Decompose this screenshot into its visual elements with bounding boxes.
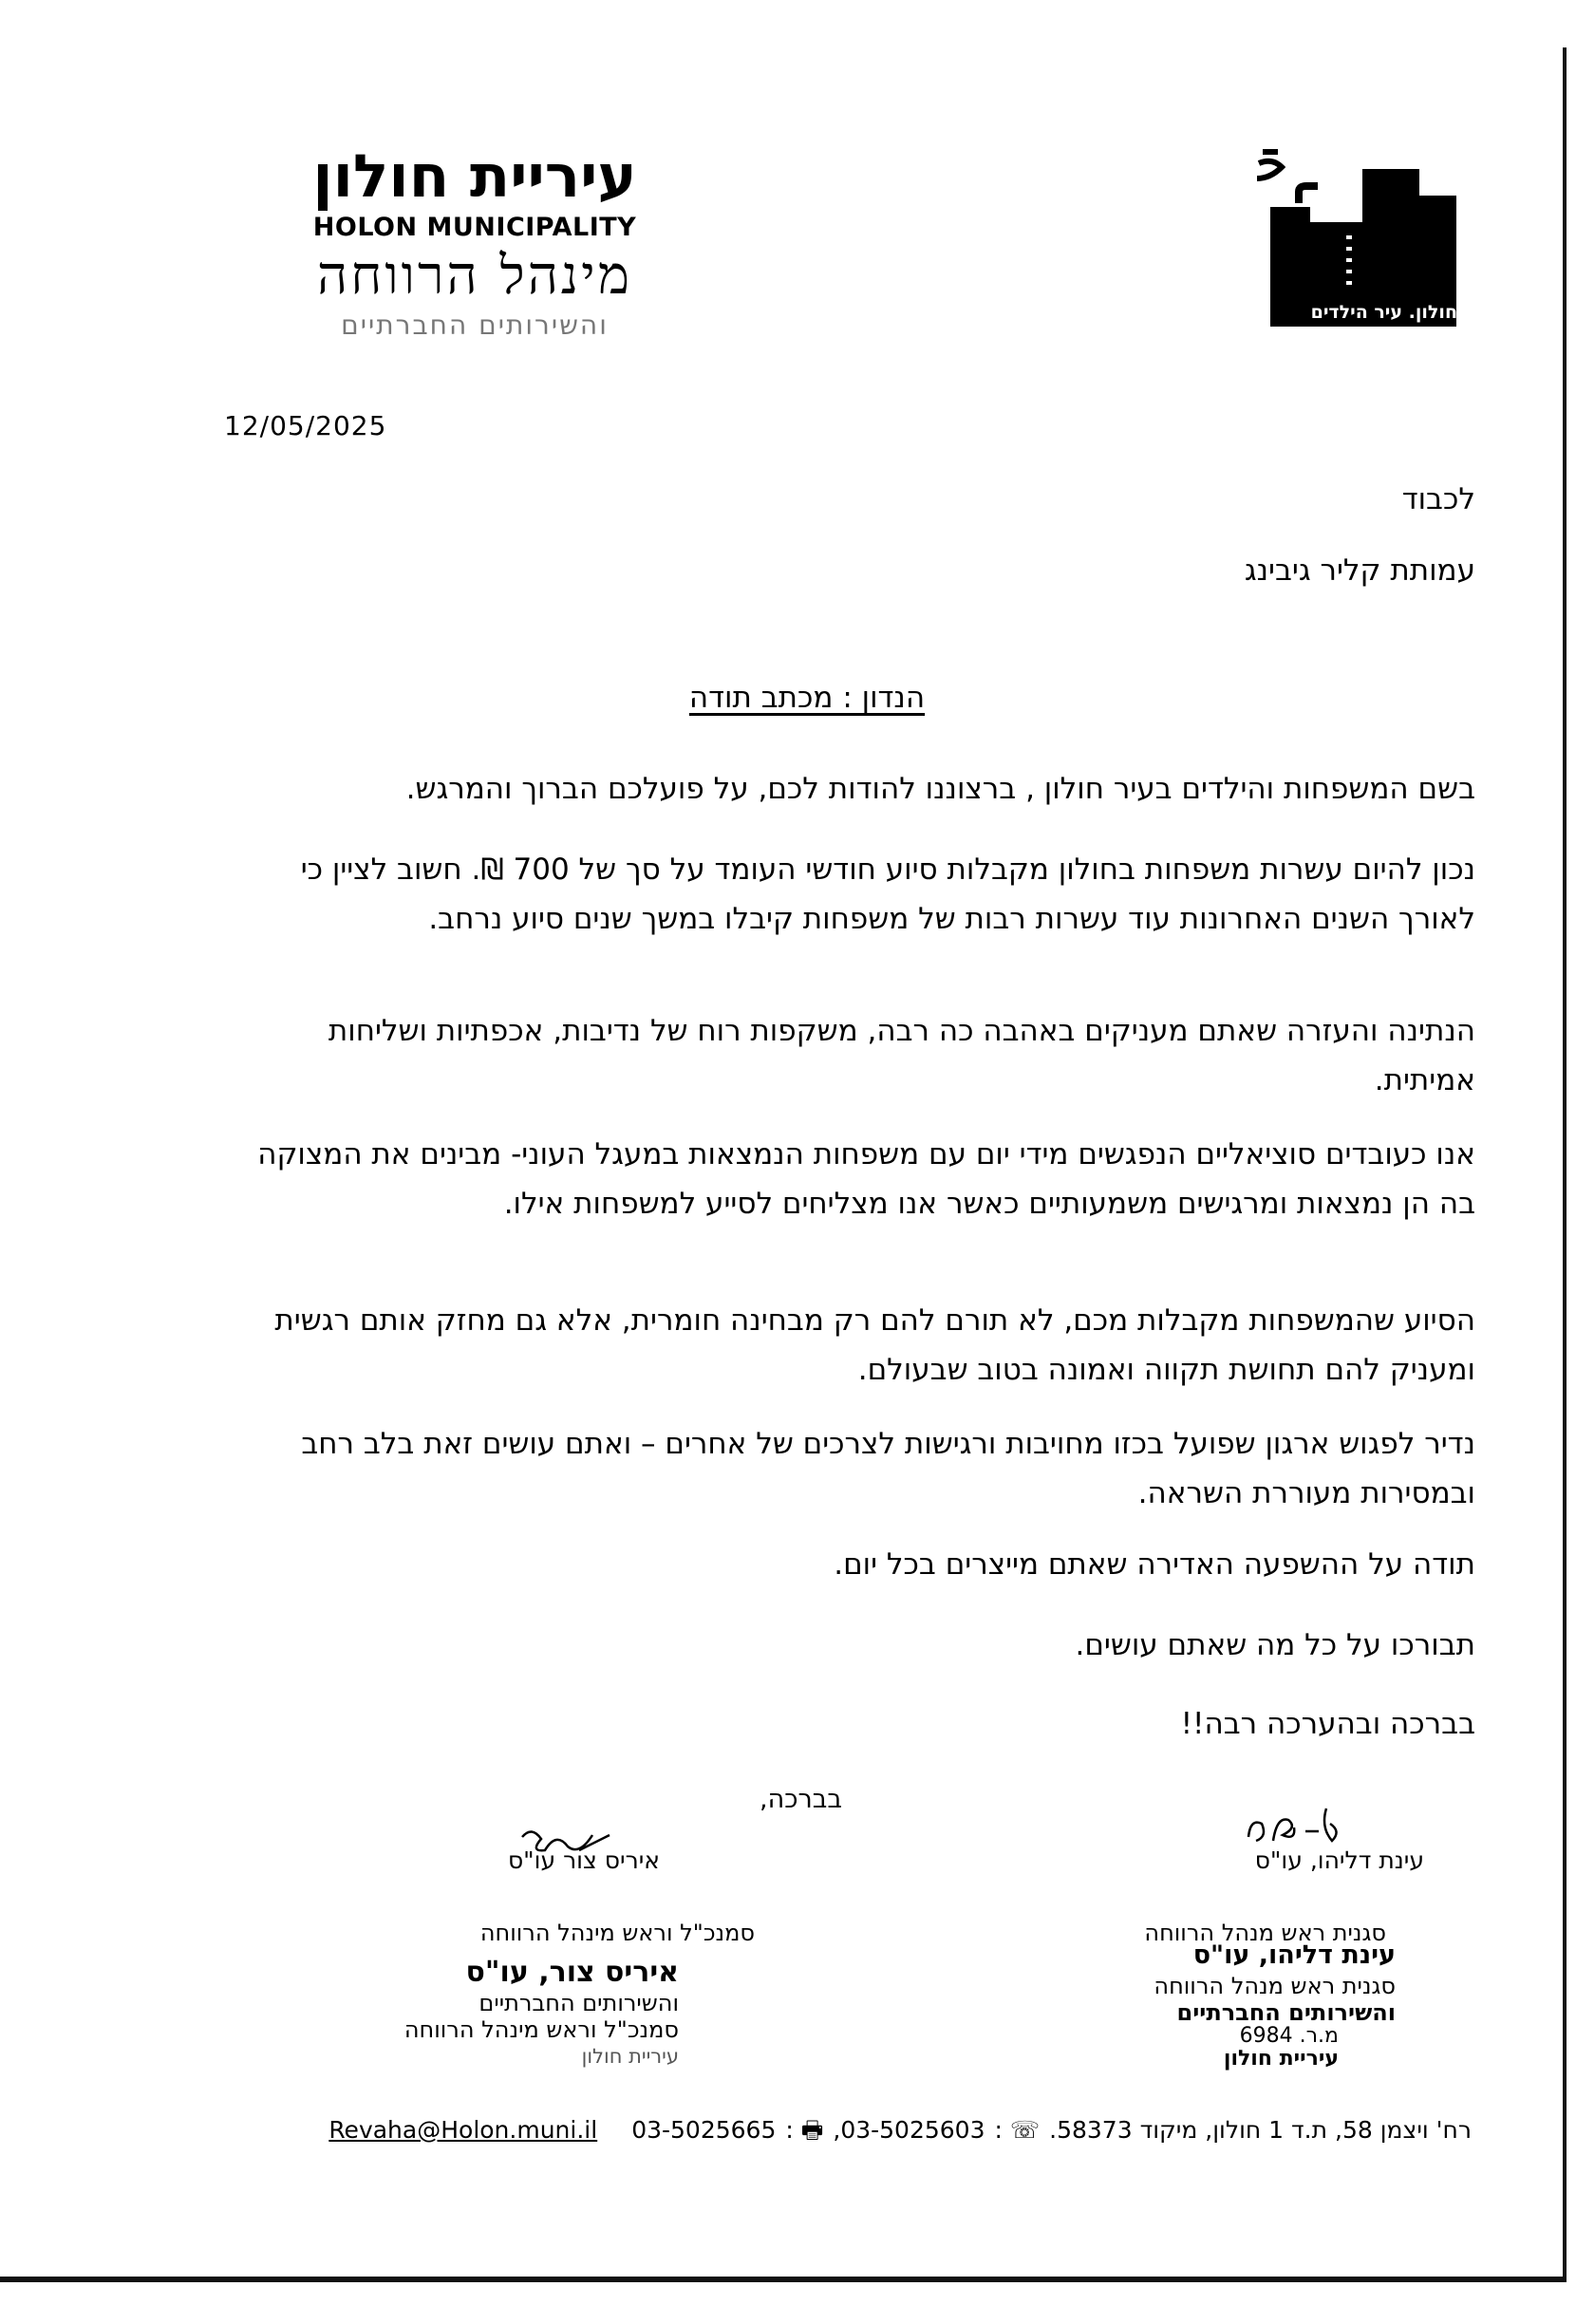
footer-address: רח' ויצמן 58, ת.ד 1 חולון, מיקוד 58373. [1049, 2116, 1472, 2144]
recipient-name: עמותת קליר גיבינג [1244, 553, 1475, 588]
stamp-left-city: עיריית חולון [581, 2045, 679, 2068]
body-paragraph: אנו כעובדים סוציאליים הנפגשים מידי יום עם משפחות הנמצאות במעגל העוני- מבינים את המצוקה בה הן נמצאות ומרגישים משמעותיים כאשר אנו מצליחים לסייע למשפחות אילו. [257, 1137, 1475, 1221]
body-paragraph: נכון להיום עשרות משפחות בחולון מקבלות סיוע חודשי העומד על סך של 700 ₪. חשוב לציין כי לאורך השנים האחרונות עוד עשרות רבות של משפחות קיבלו במשך שנים סיוע נרחב. [300, 853, 1475, 936]
letter-date: 12/05/2025 [224, 410, 387, 441]
footer-fax: 03-5025665 [631, 2116, 777, 2144]
stamp-left-department: והשירותים החברתיים [478, 1990, 679, 2016]
logo-caption: חולון. עיר הילדים [1310, 302, 1457, 323]
stamp-right-city: עיריית חולון [1223, 2047, 1339, 2071]
fax-icon: 🖶 : [785, 2116, 824, 2144]
letter-footer: רח' ויצמן 58, ת.ד 1 חולון, מיקוד 58373. ☏ : 03-5025603 , 🖶 : 03-5025665 Revaha@Holon.muni.il [328, 2112, 1472, 2153]
stamp-right-department: והשירותים החברתיים [1176, 1999, 1396, 2026]
signatory-left-name: איריס צור עו"ס [507, 1846, 660, 1874]
page-right-border [1563, 47, 1567, 2277]
signatory-left-title: סמנכ"ל וראש מינהל הרווחה [479, 1920, 755, 1946]
department-subtitle: והשירותים החברתיים [341, 309, 609, 341]
body-paragraph: הסיוע שהמשפחות מקבלות מכם, לא תורם להם רק מבחינה חומרית, אלא גם מחזק אותם רגשית ומעניק להם תחושת תקווה ואמונה בטוב שבעולם. [274, 1303, 1475, 1387]
stamp-right-name: עינת דליהו, עו"ס [1192, 1940, 1396, 1970]
letter-subject: הנדון : מכתב תודה [688, 681, 926, 715]
closing-greeting: בברכה, [760, 1785, 842, 1814]
footer-phone: 03-5025603 [840, 2116, 985, 2144]
body-paragraph: הנתינה והעזרה שאתם מעניקים באהבה כה רבה, משקפות רוח של נדיבות, אכפתיות ושליחות אמיתית. [328, 1014, 1475, 1097]
recipient-salutation: לכבוד [1401, 482, 1475, 516]
page-bottom-border [0, 2277, 1567, 2282]
body-paragraph: נדיר לפגוש ארגון שפועל בכזו מחויבות ורגישות לצרכים של אחרים – ואתם עושים זאת בלב רחב ובמסירות מעוררת השראה. [301, 1427, 1475, 1510]
signatory-right-name: עינת דליהו, עו"ס [1254, 1846, 1424, 1874]
footer-email-link[interactable]: Revaha@Holon.muni.il [328, 2116, 598, 2144]
body-paragraph: תודה על ההשפעה האדירה שאתם מייצרים בכל יום. [834, 1547, 1475, 1582]
body-paragraph: בשם המשפחות והילדים בעיר חולון , ברצוננו להודות לכם, על פועלכם הברוך והמרגש. [405, 772, 1475, 806]
body-paragraph: בברכה ובהערכה רבה!! [1180, 1707, 1475, 1741]
letterhead [285, 142, 665, 344]
phone-icon: ☏ : [994, 2116, 1041, 2144]
stamp-right-title: סגנית ראש מנהל הרווחה [1154, 1973, 1396, 1999]
municipality-name-english: HOLON MUNICIPALITY [312, 213, 637, 242]
signatory-right-title: סגנית ראש מנהל הרווחה [1144, 1920, 1386, 1946]
stamp-left-name: איריס צור, עו"ס [465, 1956, 679, 1989]
stamp-right-license: מ.ר. 6984 [1239, 2024, 1339, 2048]
municipality-name-hebrew: עיריית חולון [312, 141, 637, 211]
body-paragraph: תבורכו על כל מה שאתם עושים. [1075, 1628, 1475, 1662]
department-name: מינהל הרווחה [316, 245, 633, 307]
stamp-left-title: סמנכ"ל וראש מינהל הרווחה [403, 2016, 679, 2043]
